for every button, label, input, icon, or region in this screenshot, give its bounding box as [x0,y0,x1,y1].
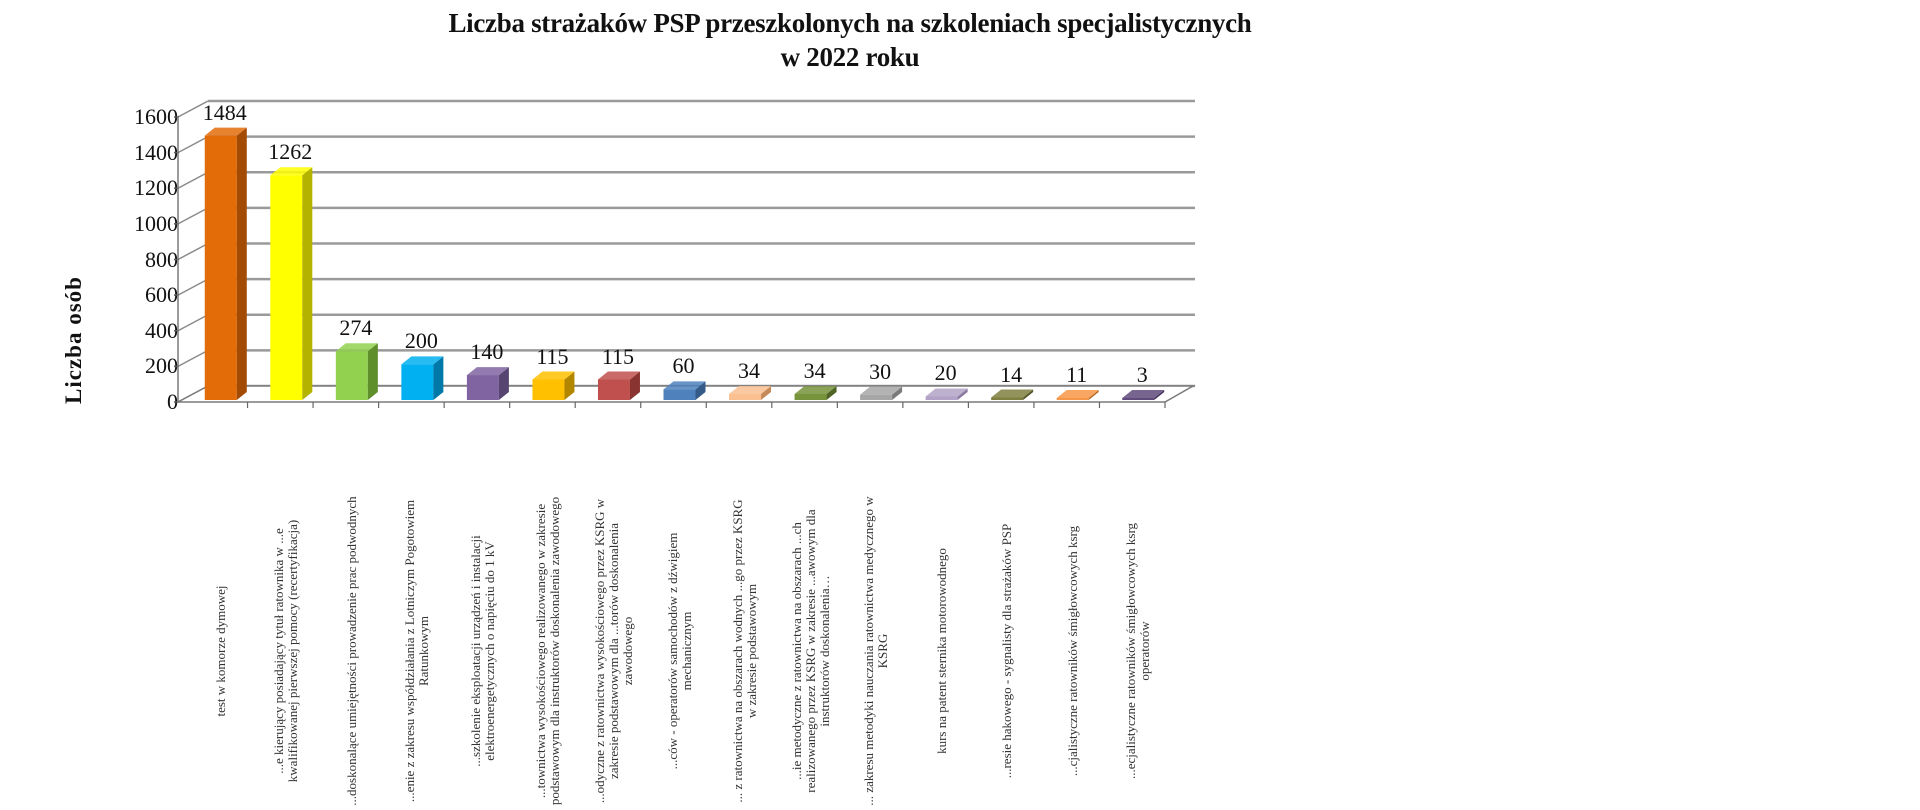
bar [336,343,378,400]
x-category-label: ...townictwa wysokościowego realizowanego w zakresie podstawowym dla instruktorów doskonalenia zawodowego [533,496,563,806]
x-category-label: ...ie metodyczne z ratownictwa na obszarach ...ch realizowanego przez KSRG w zakresie ...awowym dla instruktorów doskonalenia… [788,509,832,793]
x-category-label: test w komorze dymowej [212,585,228,717]
y-tick-label: 1600 [134,104,178,129]
x-category-label: ...szkolenie eksploatacji urządzeń i instalacji elektroenergetycznych o napięciu do 1 kV [467,535,497,767]
x-category-label: kurs na patent sternika motorowodnego [933,548,949,754]
side-wall-line [178,315,208,331]
y-tick-label: 400 [145,317,178,343]
side-wall-line [178,172,208,188]
side-wall-line [178,208,208,224]
chart-title-line-2: w 2022 roku [780,42,920,72]
x-category-label: ...doskonalące umiejętności prowadzenie prac podwodnych [343,496,359,806]
x-category-label: ... z ratownictwa na obszarach wodnych ...go przez KSRG w zakresie podstawowym [730,499,760,803]
bar-value-label: 200 [404,328,438,354]
bar-value-label: 3 [1136,362,1148,387]
bar-value-label: 60 [672,353,695,379]
bar-value-label: 1262 [268,139,313,165]
y-tick-label: 200 [145,353,178,379]
x-category-label: ...resie hakowego - sygnalisty dla strażaków PSP [999,523,1015,779]
x-category-label: ... zakresu metodyki nauczania ratownictwa medycznego w KSRG [861,496,891,806]
bar-value-label: 1484 [202,99,247,125]
bar [598,372,640,400]
x-category-label: ...enie z zakresu współdziałania z Lotniczym Pogotowiem Ratunkowym [402,499,432,803]
bar-value-label: 115 [601,343,635,369]
y-tick-label: 0 [167,389,178,414]
y-tick-label: 1200 [134,175,178,201]
x-category-label: ...ców - operatorów samochodów z dźwigiem mechanicznym [664,532,694,770]
bar [401,356,443,400]
bar-value-label: 30 [869,358,892,384]
x-category-label: ...e kierujący posiadający tytuł ratownika w ...e kwalifikowanej pierwszej pomocy (recertyfikacja) [271,519,301,783]
y-tick-label: 800 [145,246,178,272]
bar-value-label: 274 [339,315,373,341]
bar-value-label: 14 [1000,361,1023,387]
x-category-label: ...ecjalistyczne ratowników śmigłowcowych ksrg operatorów [1123,522,1153,780]
side-wall-line [178,137,208,153]
bar [532,372,574,400]
y-tick-label: 600 [145,282,178,308]
y-axis-label: Liczba osób [61,276,86,404]
side-wall-line [178,244,208,260]
bar [205,128,247,400]
bar [270,167,312,400]
bar-value-label: 140 [470,339,504,365]
x-category-label: ...cjalistyczne ratowników śmigłowcowych ksrg [1064,525,1080,777]
bar-value-label: 115 [536,343,569,369]
bar-value-label: 34 [803,357,826,383]
y-tick-label: 1000 [134,210,178,236]
chart-title-line-1: Liczba strażaków PSP przeszkolonych na szkoleniach specjalistycznych [448,8,1252,38]
bar-value-label: 11 [1066,362,1088,387]
side-wall-line [178,350,208,366]
bar-value-label: 20 [934,360,957,386]
x-category-label: ...odyczne z ratownictwa wysokościowego przez KSRG w zakresie podstawowym dla ...torów doskonalenia zawodowego [591,498,635,804]
y-tick-label: 1400 [134,139,178,165]
bar [467,367,509,400]
side-wall-line [178,279,208,295]
bar-value-label: 34 [738,357,761,383]
